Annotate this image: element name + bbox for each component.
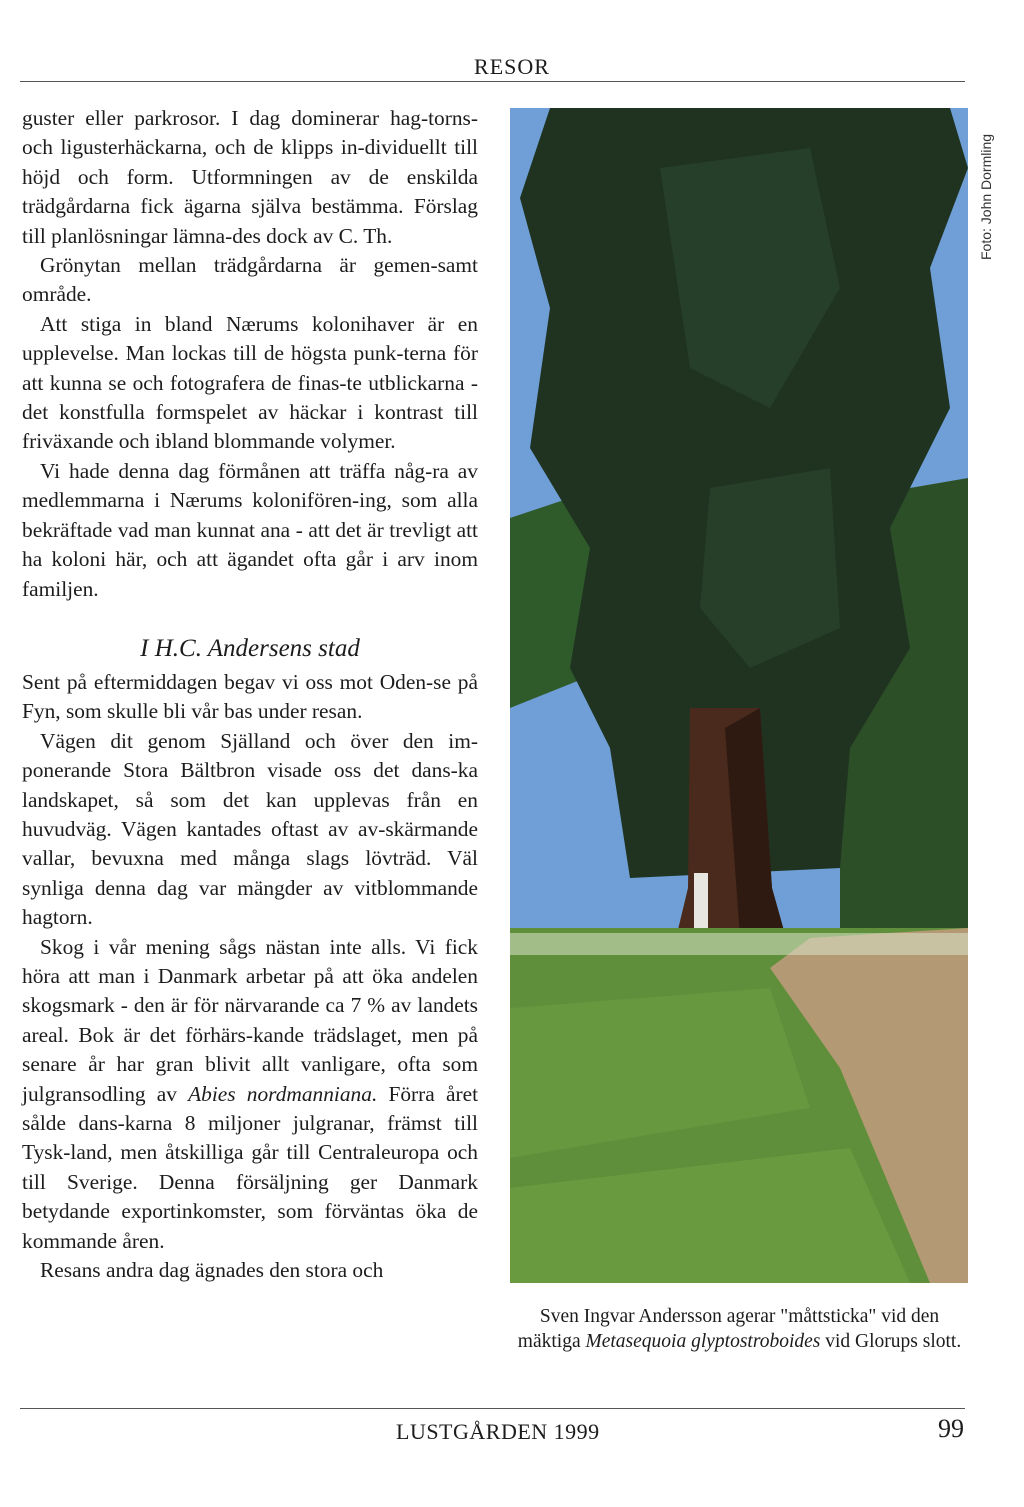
latin-name: Abies nordmanniana. bbox=[188, 1081, 378, 1106]
text-run: Förra året sålde dans-karna 8 miljoner julgranar, främst till Tysk-land, men åtskilliga går till Centraleuropa och till Sverige. Denna försäljning ger Danmark betydande exportinkomster, som förväntas öka de kommande åren. bbox=[22, 1081, 479, 1253]
paragraph: Att stiga in bland Nærums kolonihaver är en upplevelse. Man lockas till de högsta punk-terna för att kunna se och fotografera de finas-te utblickarna - det konstfulla formspelet av häckar i kontrast till friväxande och ibland blommande volymer. bbox=[22, 311, 478, 454]
caption-text: vid Glorups slott. bbox=[820, 1331, 962, 1352]
running-header: RESOR bbox=[474, 54, 550, 79]
header-rule bbox=[20, 81, 965, 82]
photo-caption bbox=[512, 1304, 967, 1354]
paragraph: Resans andra dag ägnades den stora och bbox=[40, 1258, 384, 1283]
page-number: 99 bbox=[938, 1414, 964, 1443]
footer-rule bbox=[20, 1408, 965, 1409]
paragraph: Sent på eftermiddagen begav vi oss mot Oden-se på Fyn, som skulle bli vår bas under resan. bbox=[22, 669, 478, 724]
section-heading: I H.C. Andersens stad bbox=[140, 634, 360, 662]
photo-credit-text: Foto: John Dormling bbox=[978, 133, 994, 260]
text-run: Skog i vår mening sågs nästan inte alls. Vi fick höra att man i Danmark arbetar på att öka andelen skogsmark - den är för närvarande ca 7 % av landets areal. Bok är det förhärs-kande trädslaget, men på senare år har gran blivit allt vanligare, ofta som julgransodling av bbox=[22, 934, 478, 1106]
paragraph bbox=[22, 933, 478, 1256]
article-column bbox=[22, 104, 478, 1285]
tree-illustration bbox=[510, 108, 968, 1283]
photo-daisy-band bbox=[510, 933, 968, 955]
paragraph: Vi hade denna dag förmånen att träffa någ-ra av medlemmarna i Nærums kolonifören-ing, som alla bekräftade vad man kunnat ana - att det är trevligt att ha koloni här, och att ägandet ofta går i arv inom familjen. bbox=[22, 458, 478, 601]
photo-person bbox=[694, 873, 708, 933]
caption-text: Sven Ingvar Andersson agerar "måttsticka" vid den mäktiga bbox=[517, 1306, 940, 1352]
journal-name: LUSTGÅRDEN 1999 bbox=[396, 1419, 600, 1444]
paragraph: Grönytan mellan trädgårdarna är gemen-samt område. bbox=[22, 253, 478, 307]
tree-photo bbox=[510, 108, 968, 1283]
paragraph: Vägen dit genom Själland och över den im-ponerande Stora Bältbron visade oss det dans-ka landskapet, så som det kan upplevas från en huvudväg. Vägen kantades oftast av av-skärmande vallar, bevuxna med många slags lövträd. Väl synliga denna dag var mängder av vitblommande hagtorn. bbox=[22, 728, 478, 930]
photo-credit bbox=[974, 108, 996, 268]
caption-latin-name: Metasequoia glyptostroboides bbox=[585, 1331, 821, 1352]
paragraph: guster eller parkrosor. I dag dominerar hag-torns- och ligusterhäckarna, och de klipps in-dividuellt till höjd och form. Utformningen av de enskilda trädgårdarna fick ägarna själva bestämma. Förslag till planlösningar lämna-des dock av C. Th. bbox=[22, 106, 478, 248]
